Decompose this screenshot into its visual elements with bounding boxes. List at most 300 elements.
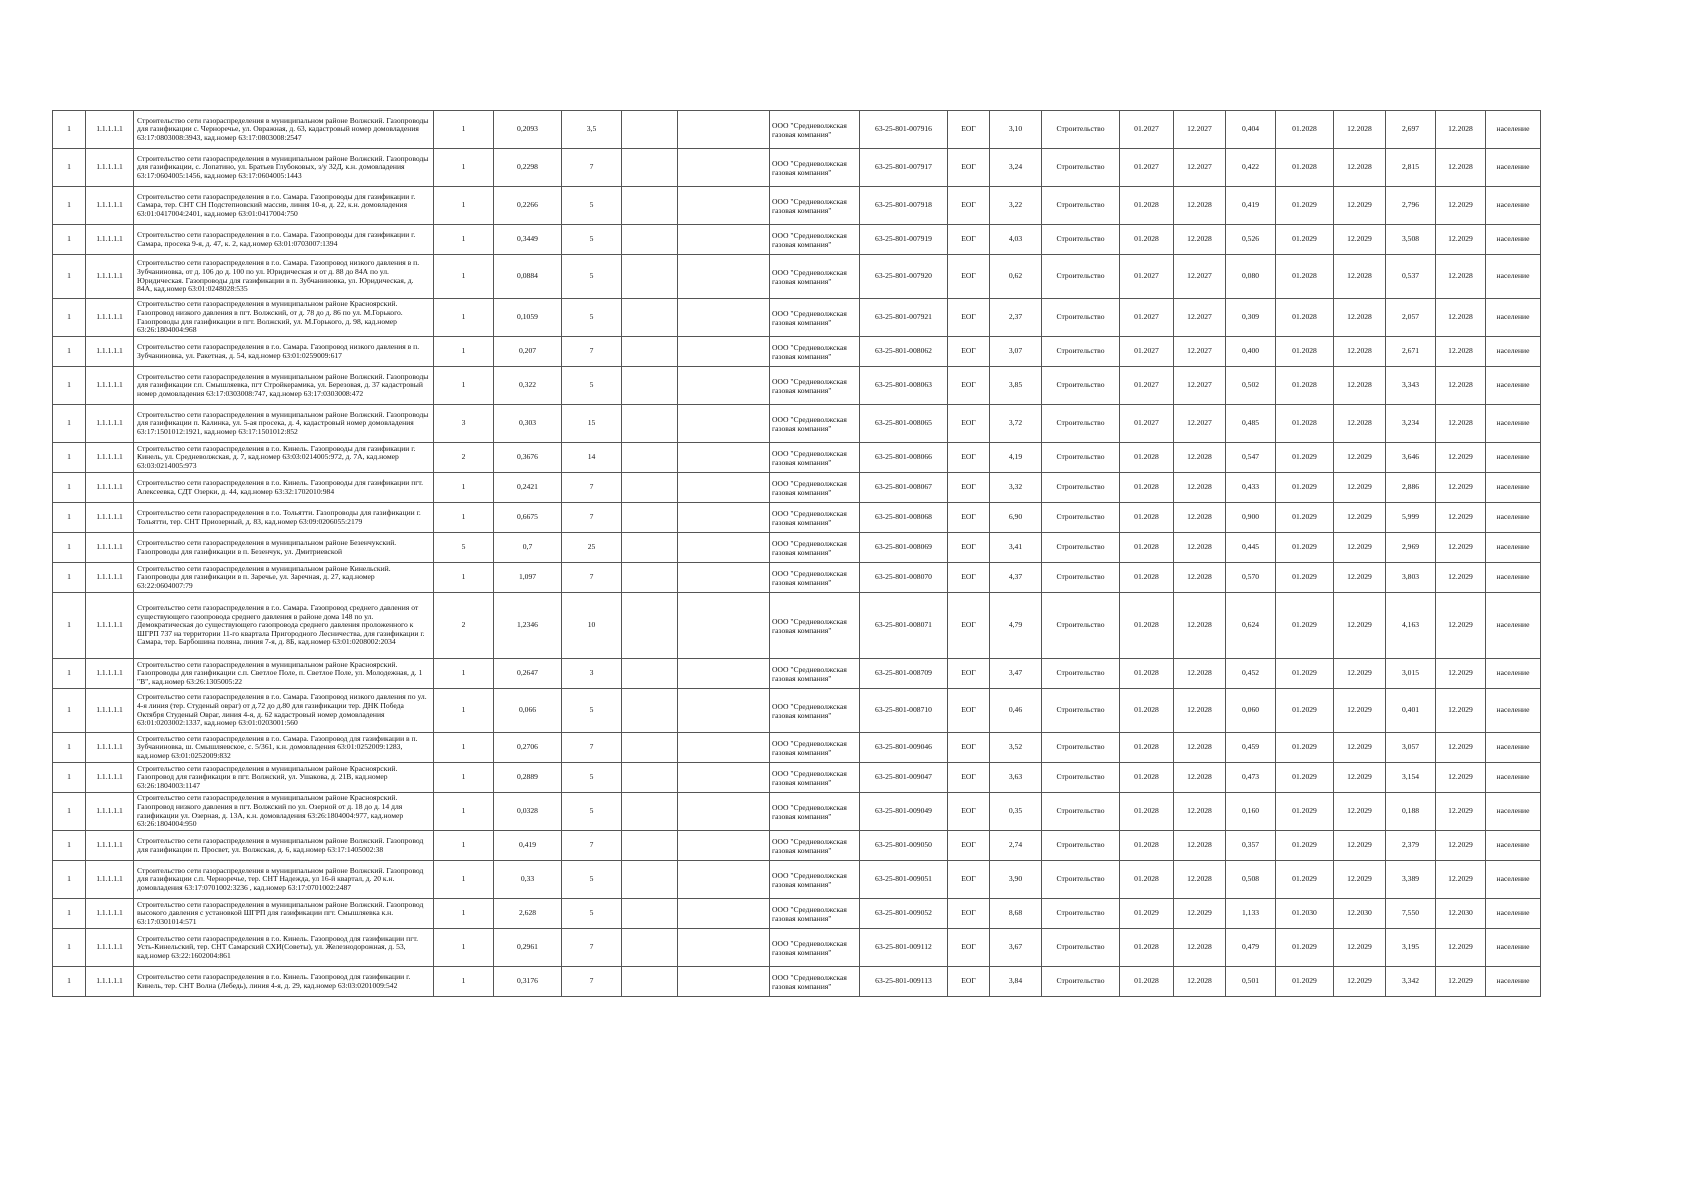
empty-cell (678, 149, 770, 187)
connection-count-cell: 5 (562, 225, 622, 255)
construction-start-cell: 01.2028 (1276, 367, 1334, 405)
program-code-cell: 1.1.1.1.1 (86, 443, 134, 473)
empty-cell (622, 763, 678, 793)
empty-cell (622, 367, 678, 405)
completion-date-cell: 12.2029 (1436, 563, 1486, 593)
application-id-cell: 63-25-801-007916 (860, 111, 948, 149)
table-row (53, 255, 1541, 299)
organization-cell: ООО "Средневолжская газовая компания" (770, 473, 860, 503)
design-start-cell: 01.2028 (1120, 733, 1174, 763)
pipeline-length-cell: 0,2093 (494, 111, 562, 149)
table-row (53, 733, 1541, 763)
program-code-cell: 1.1.1.1.1 (86, 533, 134, 563)
table-row (53, 337, 1541, 367)
construction-end-cell: 12.2029 (1334, 473, 1386, 503)
design-value-cell: 0,473 (1226, 763, 1276, 793)
row-number-cell: 1 (53, 149, 86, 187)
work-type-cell: Строительство (1042, 689, 1120, 733)
program-code-cell: 1.1.1.1.1 (86, 861, 134, 899)
design-end-cell: 12.2028 (1174, 967, 1226, 997)
description-text: Строительство сети газораспределения в муниципальном районе Волжский. Газопровод для газификации с.п. Черноречье, тер. СНТ Надежда, ул 16-й квартал, д. 20 к.н. домовладения 63:17:0701002:3236 , кад.номер 63:17:0701002:2487 (137, 866, 424, 892)
row-number-cell: 1 (53, 443, 86, 473)
organization-cell: ООО "Средневолжская газовая компания" (770, 299, 860, 337)
construction-end-cell: 12.2029 (1334, 967, 1386, 997)
design-start-cell: 01.2028 (1120, 473, 1174, 503)
construction-start-cell: 01.2029 (1276, 793, 1334, 831)
table-row (53, 861, 1541, 899)
object-count-cell: 2 (434, 593, 494, 659)
consumer-category-cell: население (1486, 793, 1541, 831)
row-number-cell: 1 (53, 967, 86, 997)
pipeline-length-cell: 0,303 (494, 405, 562, 443)
table-row (53, 299, 1541, 337)
work-type-cell: Строительство (1042, 367, 1120, 405)
connection-count-cell: 7 (562, 831, 622, 861)
empty-cell (678, 367, 770, 405)
description-cell (134, 111, 434, 149)
completion-date-cell: 12.2029 (1436, 593, 1486, 659)
description-text: Строительство сети газораспределения в г.о. Кинель. Газопроводы для газификации пгт. Алексеевка, СДТ Озерки, д. 44, кад.номер 63:32:1702010:984 (137, 478, 424, 496)
organization-cell: ООО "Средневолжская газовая компания" (770, 689, 860, 733)
empty-cell (622, 793, 678, 831)
program-code-cell: 1.1.1.1.1 (86, 187, 134, 225)
design-value-cell: 0,452 (1226, 659, 1276, 689)
work-type-cell: Строительство (1042, 763, 1120, 793)
connection-count-cell: 5 (562, 763, 622, 793)
design-end-cell: 12.2027 (1174, 405, 1226, 443)
empty-cell (678, 111, 770, 149)
work-type-cell: Строительство (1042, 255, 1120, 299)
completion-date-cell: 12.2029 (1436, 225, 1486, 255)
description-cell (134, 255, 434, 299)
application-id-cell: 63-25-801-008069 (860, 533, 948, 563)
cost-cell: 3,52 (990, 733, 1042, 763)
consumer-category-cell: население (1486, 443, 1541, 473)
organization-cell: ООО "Средневолжская газовая компания" (770, 225, 860, 255)
organization-cell: ООО "Средневолжская газовая компания" (770, 533, 860, 563)
connection-count-cell: 7 (562, 929, 622, 967)
empty-cell (678, 405, 770, 443)
cost-cell: 3,72 (990, 405, 1042, 443)
construction-end-cell: 12.2029 (1334, 187, 1386, 225)
source-cell: ЕОГ (948, 405, 990, 443)
description-cell (134, 503, 434, 533)
application-id-cell: 63-25-801-007917 (860, 149, 948, 187)
design-end-cell: 12.2028 (1174, 659, 1226, 689)
construction-value-cell: 2,697 (1386, 111, 1436, 149)
consumer-category-cell: население (1486, 563, 1541, 593)
table-row (53, 473, 1541, 503)
empty-cell (678, 733, 770, 763)
design-start-cell: 01.2028 (1120, 861, 1174, 899)
description-cell (134, 659, 434, 689)
description-cell (134, 793, 434, 831)
completion-date-cell: 12.2029 (1436, 763, 1486, 793)
application-id-cell: 63-25-801-008709 (860, 659, 948, 689)
program-code-cell: 1.1.1.1.1 (86, 405, 134, 443)
completion-date-cell: 12.2030 (1436, 899, 1486, 929)
design-start-cell: 01.2028 (1120, 763, 1174, 793)
construction-value-cell: 3,508 (1386, 225, 1436, 255)
construction-end-cell: 12.2029 (1334, 763, 1386, 793)
organization-cell: ООО "Средневолжская газовая компания" (770, 831, 860, 861)
design-end-cell: 12.2028 (1174, 689, 1226, 733)
empty-cell (622, 689, 678, 733)
organization-cell: ООО "Средневолжская газовая компания" (770, 149, 860, 187)
description-cell (134, 405, 434, 443)
description-cell (134, 225, 434, 255)
pipeline-length-cell: 0,2421 (494, 473, 562, 503)
empty-cell (622, 593, 678, 659)
organization-cell: ООО "Средневолжская газовая компания" (770, 405, 860, 443)
program-code-cell: 1.1.1.1.1 (86, 831, 134, 861)
source-cell: ЕОГ (948, 255, 990, 299)
description-text: Строительство сети газораспределения в муниципальном районе Красноярский. Газопровод для газификации в пгт. Волжский, ул. Ушакова, д. 21В, кад.номер 63:26:1804003:1147 (137, 764, 398, 790)
construction-start-cell: 01.2029 (1276, 689, 1334, 733)
object-count-cell: 1 (434, 255, 494, 299)
description-text: Строительство сети газораспределения в муниципальном районе Красноярский. Газопровод низкого давления в пгт. Волжский, от д. 78 до д. 86 по ул. М.Горького. Газопроводы для газификации в пгт. Волжский, ул. М.Горького, д. 98, кад.номер 63:26:1804004:968 (137, 300, 403, 335)
connection-count-cell: 5 (562, 255, 622, 299)
program-code-cell: 1.1.1.1.1 (86, 149, 134, 187)
cost-cell: 0,35 (990, 793, 1042, 831)
application-id-cell: 63-25-801-008710 (860, 689, 948, 733)
design-end-cell: 12.2028 (1174, 563, 1226, 593)
design-start-cell: 01.2028 (1120, 225, 1174, 255)
design-value-cell: 0,526 (1226, 225, 1276, 255)
empty-cell (622, 149, 678, 187)
design-end-cell: 12.2028 (1174, 187, 1226, 225)
empty-cell (622, 503, 678, 533)
description-text: Строительство сети газораспределения в муниципальном районе Волжский. Газопроводы для газификации п. Калинка, ул. 5-ая просека, д. 4, кадастровый номер домовладения 63:17:1501012:1921, кад.номер 63:17:1501012:852 (137, 410, 429, 436)
organization-cell: ООО "Средневолжская газовая компания" (770, 763, 860, 793)
program-code-cell: 1.1.1.1.1 (86, 659, 134, 689)
construction-value-cell: 3,154 (1386, 763, 1436, 793)
cost-cell: 3,22 (990, 187, 1042, 225)
construction-value-cell: 7,550 (1386, 899, 1436, 929)
description-cell (134, 187, 434, 225)
design-value-cell: 0,419 (1226, 187, 1276, 225)
construction-end-cell: 12.2028 (1334, 255, 1386, 299)
application-id-cell: 63-25-801-009050 (860, 831, 948, 861)
construction-end-cell: 12.2029 (1334, 503, 1386, 533)
work-type-cell: Строительство (1042, 533, 1120, 563)
work-type-cell: Строительство (1042, 473, 1120, 503)
construction-value-cell: 3,803 (1386, 563, 1436, 593)
construction-start-cell: 01.2029 (1276, 733, 1334, 763)
description-text: Строительство сети газораспределения в г.о. Кинель. Газопровод для газификации пгт. Усть-Кинельский, тер. СНТ Самарский СХИ(Советы), ул. Железнодорожная, д. 53, кад.номер 63:22:1602004:861 (137, 934, 418, 960)
object-count-cell: 1 (434, 563, 494, 593)
description-cell (134, 149, 434, 187)
construction-value-cell: 2,796 (1386, 187, 1436, 225)
construction-start-cell: 01.2028 (1276, 337, 1334, 367)
description-cell (134, 899, 434, 929)
application-id-cell: 63-25-801-009051 (860, 861, 948, 899)
cost-cell: 3,47 (990, 659, 1042, 689)
construction-end-cell: 12.2028 (1334, 405, 1386, 443)
pipeline-length-cell: 0,2298 (494, 149, 562, 187)
object-count-cell: 1 (434, 473, 494, 503)
construction-start-cell: 01.2029 (1276, 473, 1334, 503)
cost-cell: 3,63 (990, 763, 1042, 793)
cost-cell: 3,41 (990, 533, 1042, 563)
completion-date-cell: 12.2029 (1436, 503, 1486, 533)
design-end-cell: 12.2028 (1174, 533, 1226, 563)
organization-cell: ООО "Средневолжская газовая компания" (770, 367, 860, 405)
design-end-cell: 12.2028 (1174, 861, 1226, 899)
application-id-cell: 63-25-801-009049 (860, 793, 948, 831)
organization-cell: ООО "Средневолжская газовая компания" (770, 861, 860, 899)
construction-start-cell: 01.2029 (1276, 593, 1334, 659)
design-start-cell: 01.2027 (1120, 367, 1174, 405)
pipeline-length-cell: 0,0328 (494, 793, 562, 831)
construction-value-cell: 3,057 (1386, 733, 1436, 763)
work-type-cell: Строительство (1042, 967, 1120, 997)
work-type-cell: Строительство (1042, 899, 1120, 929)
work-type-cell: Строительство (1042, 299, 1120, 337)
pipeline-length-cell: 2,628 (494, 899, 562, 929)
design-end-cell: 12.2027 (1174, 299, 1226, 337)
object-count-cell: 1 (434, 367, 494, 405)
organization-cell: ООО "Средневолжская газовая компания" (770, 187, 860, 225)
work-type-cell: Строительство (1042, 831, 1120, 861)
completion-date-cell: 12.2028 (1436, 111, 1486, 149)
application-id-cell: 63-25-801-008070 (860, 563, 948, 593)
design-value-cell: 0,080 (1226, 255, 1276, 299)
design-value-cell: 0,422 (1226, 149, 1276, 187)
source-cell: ЕОГ (948, 899, 990, 929)
program-code-cell: 1.1.1.1.1 (86, 563, 134, 593)
design-start-cell: 01.2029 (1120, 899, 1174, 929)
empty-cell (678, 763, 770, 793)
program-code-cell: 1.1.1.1.1 (86, 689, 134, 733)
construction-value-cell: 3,015 (1386, 659, 1436, 689)
design-end-cell: 12.2027 (1174, 367, 1226, 405)
design-end-cell: 12.2028 (1174, 793, 1226, 831)
empty-cell (678, 929, 770, 967)
description-text: Строительство сети газораспределения в г.о. Самара. Газопроводы для газификации г. Самара, тер. СНТ СН Подстепновский массив, линия 10-я, д. 22, к.н. домовладения 63:01:0417004:2401, кад.номер 63:01:0417004:750 (137, 192, 416, 218)
cost-cell: 0,62 (990, 255, 1042, 299)
row-number-cell: 1 (53, 533, 86, 563)
connection-count-cell: 5 (562, 899, 622, 929)
design-start-cell: 01.2027 (1120, 149, 1174, 187)
work-type-cell: Строительство (1042, 503, 1120, 533)
construction-end-cell: 12.2029 (1334, 861, 1386, 899)
cost-cell: 3,85 (990, 367, 1042, 405)
source-cell: ЕОГ (948, 225, 990, 255)
construction-value-cell: 2,057 (1386, 299, 1436, 337)
table-row (53, 149, 1541, 187)
source-cell: ЕОГ (948, 149, 990, 187)
connection-count-cell: 7 (562, 503, 622, 533)
object-count-cell: 1 (434, 763, 494, 793)
pipeline-length-cell: 0,322 (494, 367, 562, 405)
row-number-cell: 1 (53, 367, 86, 405)
pipeline-length-cell: 1,097 (494, 563, 562, 593)
cost-cell: 2,74 (990, 831, 1042, 861)
pipeline-length-cell: 0,1059 (494, 299, 562, 337)
object-count-cell: 1 (434, 149, 494, 187)
design-value-cell: 0,445 (1226, 533, 1276, 563)
work-type-cell: Строительство (1042, 929, 1120, 967)
organization-cell: ООО "Средневолжская газовая компания" (770, 255, 860, 299)
row-number-cell: 1 (53, 593, 86, 659)
row-number-cell: 1 (53, 563, 86, 593)
object-count-cell: 2 (434, 443, 494, 473)
source-cell: ЕОГ (948, 443, 990, 473)
object-count-cell: 1 (434, 929, 494, 967)
application-id-cell: 63-25-801-007918 (860, 187, 948, 225)
description-cell (134, 533, 434, 563)
connection-count-cell: 7 (562, 337, 622, 367)
description-cell (134, 763, 434, 793)
empty-cell (622, 533, 678, 563)
application-id-cell: 63-25-801-009052 (860, 899, 948, 929)
construction-start-cell: 01.2029 (1276, 831, 1334, 861)
cost-cell: 4,79 (990, 593, 1042, 659)
construction-start-cell: 01.2028 (1276, 255, 1334, 299)
consumer-category-cell: население (1486, 593, 1541, 659)
empty-cell (678, 593, 770, 659)
empty-cell (622, 899, 678, 929)
table-row (53, 967, 1541, 997)
description-text: Строительство сети газораспределения в г.о. Кинель. Газопровод для газификации г. Кинель, тер. СНТ Волна (Лебедь), линия 4-я, д. 29, кад.номер 63:03:0201009:542 (137, 972, 411, 990)
connection-count-cell: 3,5 (562, 111, 622, 149)
row-number-cell: 1 (53, 111, 86, 149)
construction-start-cell: 01.2029 (1276, 929, 1334, 967)
completion-date-cell: 12.2028 (1436, 337, 1486, 367)
table-row (53, 929, 1541, 967)
description-cell (134, 689, 434, 733)
connection-count-cell: 5 (562, 793, 622, 831)
pipeline-length-cell: 1,2346 (494, 593, 562, 659)
object-count-cell: 1 (434, 899, 494, 929)
empty-cell (678, 563, 770, 593)
completion-date-cell: 12.2029 (1436, 659, 1486, 689)
connection-count-cell: 7 (562, 733, 622, 763)
completion-date-cell: 12.2029 (1436, 831, 1486, 861)
work-type-cell: Строительство (1042, 443, 1120, 473)
description-text: Строительство сети газораспределения в г.о. Самара. Газопровод низкого давления по ул. 4-я линия (тер. Студеный овраг) от д.72 до д.80 для газификации тер. ДНК Победа Октября Студеный Овраг, линия 4-я, д. 62 кадастровый номер домовладения 63:01:0203002:1337, кад.номер 63:01:0203001:560 (137, 693, 427, 728)
description-text: Строительство сети газораспределения в муниципальном районе Кинельский. Газопроводы для газификации в п. Заречье, ул. Заречная, д. 27, кад.номер 63:22:0604007:79 (137, 564, 391, 590)
object-count-cell: 1 (434, 689, 494, 733)
work-type-cell: Строительство (1042, 111, 1120, 149)
pipeline-length-cell: 0,3449 (494, 225, 562, 255)
consumer-category-cell: население (1486, 225, 1541, 255)
row-number-cell: 1 (53, 689, 86, 733)
consumer-category-cell: население (1486, 149, 1541, 187)
construction-start-cell: 01.2029 (1276, 187, 1334, 225)
connection-count-cell: 5 (562, 689, 622, 733)
design-end-cell: 12.2028 (1174, 593, 1226, 659)
completion-date-cell: 12.2029 (1436, 733, 1486, 763)
empty-cell (622, 255, 678, 299)
organization-cell: ООО "Средневолжская газовая компания" (770, 337, 860, 367)
design-value-cell: 0,485 (1226, 405, 1276, 443)
table-row (53, 367, 1541, 405)
object-count-cell: 1 (434, 299, 494, 337)
empty-cell (678, 443, 770, 473)
application-id-cell: 63-25-801-009113 (860, 967, 948, 997)
completion-date-cell: 12.2028 (1436, 367, 1486, 405)
design-value-cell: 0,459 (1226, 733, 1276, 763)
program-code-cell: 1.1.1.1.1 (86, 899, 134, 929)
empty-cell (678, 187, 770, 225)
consumer-category-cell: население (1486, 367, 1541, 405)
construction-value-cell: 2,886 (1386, 473, 1436, 503)
completion-date-cell: 12.2029 (1436, 533, 1486, 563)
construction-end-cell: 12.2029 (1334, 929, 1386, 967)
program-code-cell: 1.1.1.1.1 (86, 503, 134, 533)
application-id-cell: 63-25-801-008067 (860, 473, 948, 503)
source-cell: ЕОГ (948, 337, 990, 367)
design-start-cell: 01.2028 (1120, 831, 1174, 861)
design-end-cell: 12.2028 (1174, 733, 1226, 763)
empty-cell (678, 473, 770, 503)
source-cell: ЕОГ (948, 111, 990, 149)
design-value-cell: 0,404 (1226, 111, 1276, 149)
application-id-cell: 63-25-801-007921 (860, 299, 948, 337)
construction-value-cell: 3,342 (1386, 967, 1436, 997)
design-start-cell: 01.2027 (1120, 337, 1174, 367)
object-count-cell: 1 (434, 337, 494, 367)
cost-cell: 2,37 (990, 299, 1042, 337)
description-text: Строительство сети газораспределения в г.о. Самара. Газопровод низкого давления в п. Зубчаниновка, ул. Ракетная, д. 54, кад.номер 63:01:0259009:617 (137, 342, 420, 360)
construction-end-cell: 12.2028 (1334, 149, 1386, 187)
work-type-cell: Строительство (1042, 659, 1120, 689)
table-row (53, 187, 1541, 225)
completion-date-cell: 12.2029 (1436, 187, 1486, 225)
description-text: Строительство сети газораспределения в г.о. Тольятти. Газопроводы для газификации г. Тольятти, тер. СНТ Приозерный, д. 83, кад.номер 63:09:0206055:2179 (137, 508, 421, 526)
application-id-cell: 63-25-801-008065 (860, 405, 948, 443)
empty-cell (678, 225, 770, 255)
construction-start-cell: 01.2029 (1276, 533, 1334, 563)
object-count-cell: 1 (434, 861, 494, 899)
pipeline-length-cell: 0,3676 (494, 443, 562, 473)
program-code-cell: 1.1.1.1.1 (86, 337, 134, 367)
completion-date-cell: 12.2029 (1436, 929, 1486, 967)
object-count-cell: 3 (434, 405, 494, 443)
object-count-cell: 1 (434, 659, 494, 689)
construction-value-cell: 2,671 (1386, 337, 1436, 367)
empty-cell (678, 533, 770, 563)
empty-cell (678, 793, 770, 831)
row-number-cell: 1 (53, 899, 86, 929)
source-cell: ЕОГ (948, 563, 990, 593)
row-number-cell: 1 (53, 187, 86, 225)
table-row (53, 225, 1541, 255)
design-value-cell: 0,309 (1226, 299, 1276, 337)
row-number-cell: 1 (53, 929, 86, 967)
application-id-cell: 63-25-801-009047 (860, 763, 948, 793)
construction-end-cell: 12.2029 (1334, 689, 1386, 733)
design-value-cell: 0,624 (1226, 593, 1276, 659)
description-text: Строительство сети газораспределения в г.о. Самара. Газопроводы для газификации г. Самара, просека 9-я, д. 47, к. 2, кад.номер 63:01:0703007:1394 (137, 230, 416, 248)
consumer-category-cell: население (1486, 503, 1541, 533)
design-end-cell: 12.2028 (1174, 225, 1226, 255)
table-row (53, 405, 1541, 443)
empty-cell (678, 689, 770, 733)
organization-cell: ООО "Средневолжская газовая компания" (770, 503, 860, 533)
completion-date-cell: 12.2029 (1436, 443, 1486, 473)
organization-cell: ООО "Средневолжская газовая компания" (770, 899, 860, 929)
design-start-cell: 01.2027 (1120, 299, 1174, 337)
design-value-cell: 0,357 (1226, 831, 1276, 861)
design-start-cell: 01.2028 (1120, 793, 1174, 831)
row-number-cell: 1 (53, 763, 86, 793)
organization-cell: ООО "Средневолжская газовая компания" (770, 593, 860, 659)
organization-cell: ООО "Средневолжская газовая компания" (770, 563, 860, 593)
connection-count-cell: 7 (562, 563, 622, 593)
